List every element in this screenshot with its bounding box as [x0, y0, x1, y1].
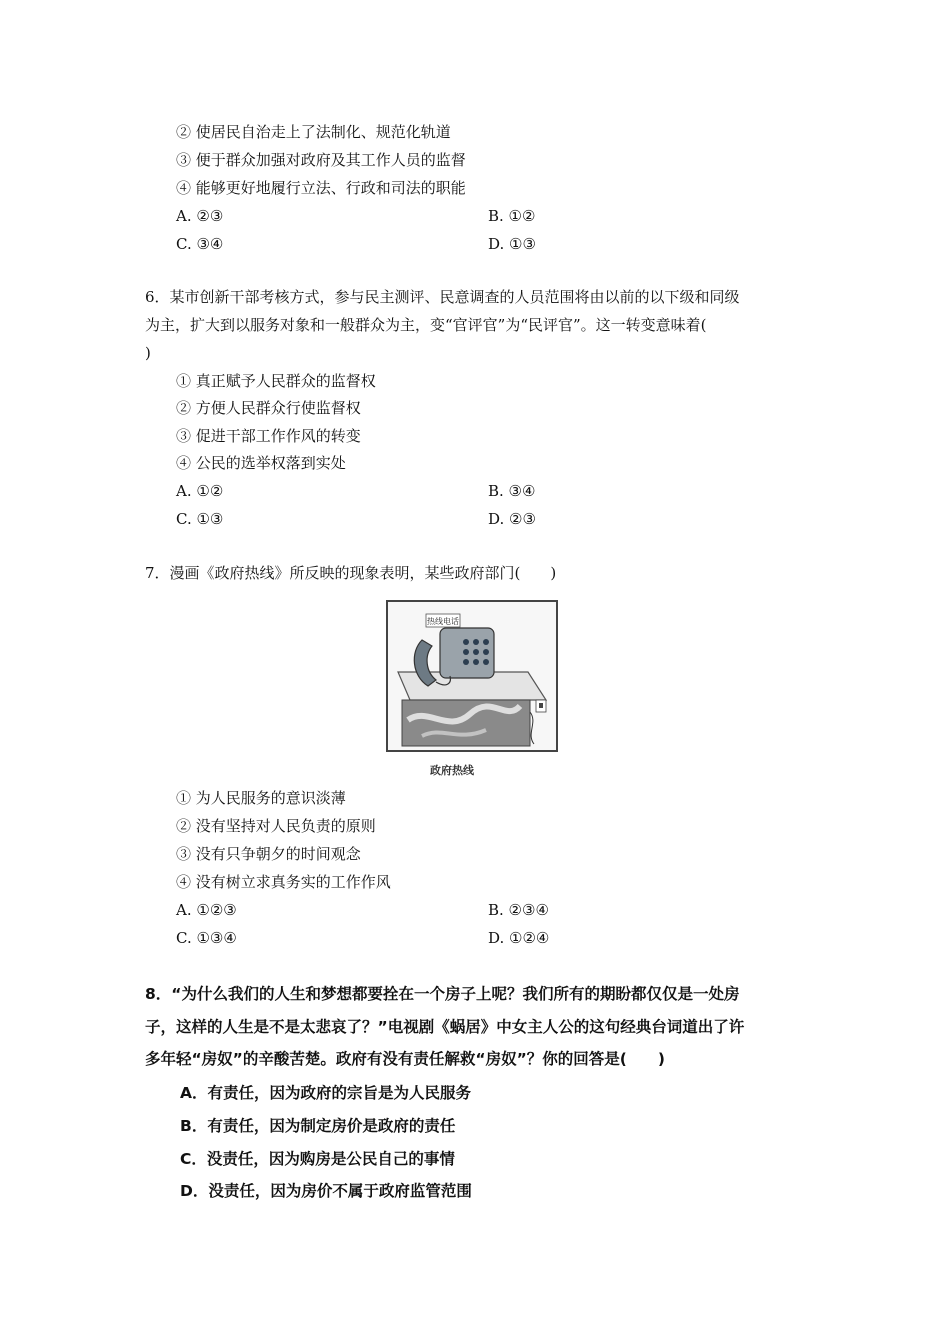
- q7-option-b: B. ②③④: [488, 901, 549, 919]
- q6-statement-2: ② 方便人民群众行使监督权: [176, 399, 361, 417]
- q8-option-b: B．有责任，因为制定房价是政府的责任: [180, 1117, 456, 1135]
- q7-statement-3: ③ 没有只争朝夕的时间观念: [176, 845, 361, 863]
- q8-stem-line-2: 子，这样的人生是不是太悲哀了？”电视剧《蜗居》中女主人公的这句经典台词道出了许: [145, 1018, 745, 1036]
- q8-option-d: D．没责任，因为房价不属于政府监管范围: [180, 1182, 472, 1200]
- q7-option-a: A. ①②③: [176, 901, 237, 919]
- q7-stem: 7．漫画《政府热线》所反映的现象表明，某些政府部门( ): [145, 564, 557, 582]
- cartoon-illustration: [388, 602, 556, 750]
- q6-statement-1: ① 真正赋予人民群众的监督权: [176, 372, 376, 390]
- q5-option-a: A. ②③: [176, 207, 224, 225]
- q5-statement-3: ③ 便于群众加强对政府及其工作人员的监督: [176, 151, 466, 169]
- q8-option-a: A．有责任，因为政府的宗旨是为人民服务: [180, 1084, 471, 1102]
- q8-stem-line-3: 多年轻“房奴”的辛酸苦楚。政府有没有责任解救“房奴”？你的回答是( ): [145, 1050, 665, 1068]
- q6-option-d: D. ②③: [488, 510, 536, 528]
- q6-option-c: C. ①③: [176, 510, 224, 528]
- q8-option-c: C．没责任，因为购房是公民自己的事情: [180, 1150, 455, 1168]
- cartoon-caption: 政府热线: [430, 764, 474, 777]
- q6-stem-line-2: 为主，扩大到以服务对象和一般群众为主，变“官评官”为“民评官”。这一转变意味着(: [145, 316, 707, 334]
- q5-option-d: D. ①③: [488, 235, 536, 253]
- q5-statement-2: ② 使居民自治走上了法制化、规范化轨道: [176, 123, 451, 141]
- q6-option-b: B. ③④: [488, 482, 536, 500]
- q6-stem-line-3: ): [145, 344, 151, 362]
- q6-option-a: A. ①②: [176, 482, 224, 500]
- q6-stem-line-1: 6．某市创新干部考核方式，参与民主测评、民意调查的人员范围将由以前的以下级和同级: [145, 288, 740, 306]
- cartoon-government-hotline: [386, 600, 558, 752]
- q5-option-b: B. ①②: [488, 207, 536, 225]
- q8-stem-line-1: 8．“为什么我们的人生和梦想都要拴在一个房子上呢？我们所有的期盼都仅仅是一处房: [145, 985, 740, 1003]
- hotline-label: 热线电话: [427, 617, 459, 626]
- q7-statement-2: ② 没有坚持对人民负责的原则: [176, 817, 376, 835]
- q7-option-d: D. ①②④: [488, 929, 550, 947]
- q6-statement-3: ③ 促进干部工作作风的转变: [176, 427, 361, 445]
- q7-statement-4: ④ 没有树立求真务实的工作作风: [176, 873, 391, 891]
- q7-statement-1: ① 为人民服务的意识淡薄: [176, 789, 346, 807]
- q6-statement-4: ④ 公民的选举权落到实处: [176, 454, 346, 472]
- q7-option-c: C. ①③④: [176, 929, 237, 947]
- q5-option-c: C. ③④: [176, 235, 224, 253]
- q5-statement-4: ④ 能够更好地履行立法、行政和司法的职能: [176, 179, 466, 197]
